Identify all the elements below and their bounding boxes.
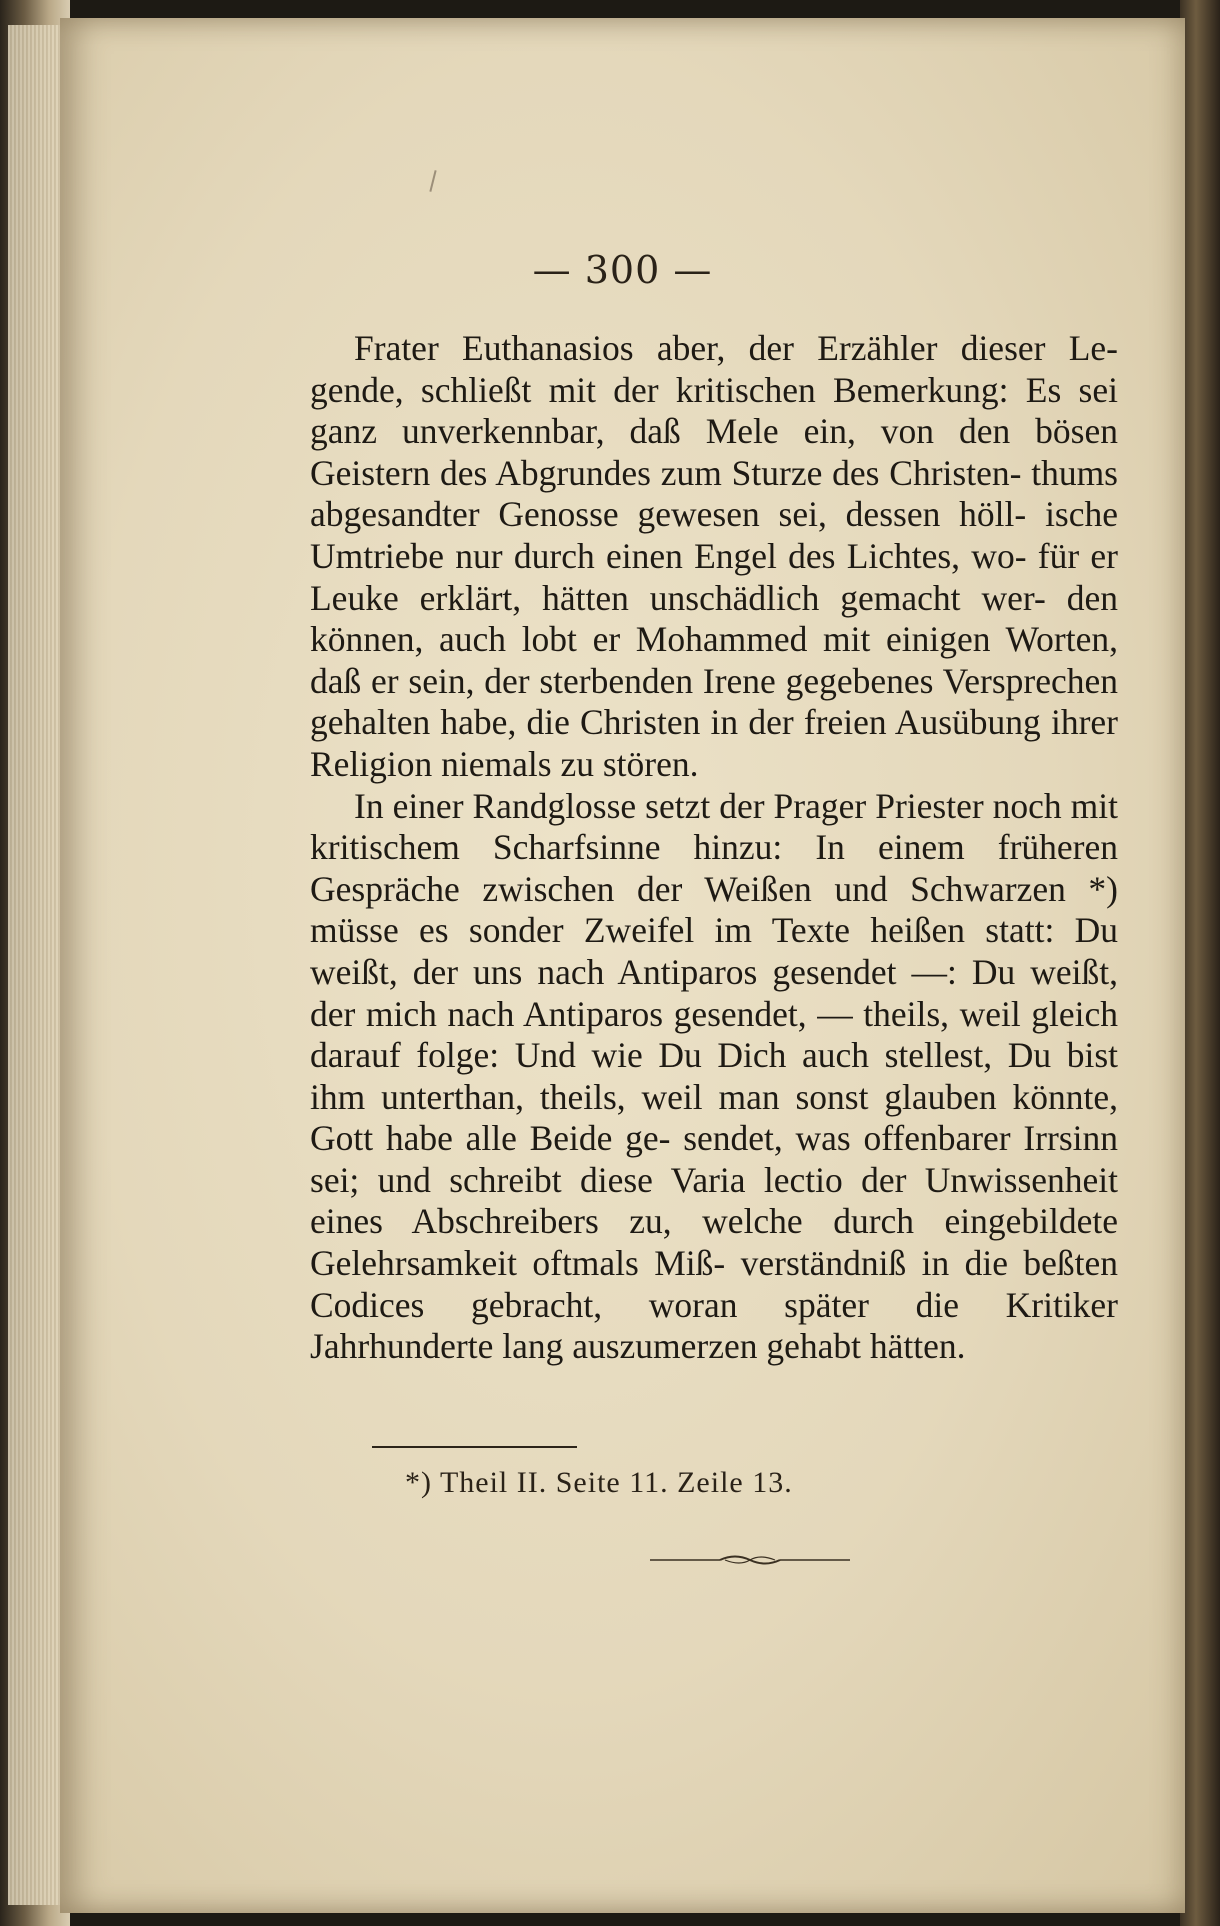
text-line: früheren Gespräche zwischen der Weißen und [310,827,1119,909]
text-line: sonst glauben könnte, Gott habe alle Beide ge- [310,1076,1119,1159]
text-line: auch stellest, Du bist ihm unterthan, theils, weil man [310,1035,1119,1117]
text-line: Varia lectio der Unwissenheit eines Abschreibers zu, [310,1159,1119,1242]
text-line: statt: Du weißt, der uns nach Antiparos gesendet [310,910,1118,992]
footnote-rule [372,1446,577,1448]
text-line: Ausübung ihrer Religion niemals zu stören. [310,702,1119,784]
paragraph-2 [310,786,1118,1368]
text-line: den können, auch lobt er Mohammed mit einigen [310,577,1118,660]
text-line: verständniß in die beßten Codices gebracht, woran [310,1243,1118,1325]
footnote: *) Theil II. Seite 11. Zeile 13. [405,1466,793,1499]
text-line: Schwarzen *) müsse es sonder Zweifel im Texte heißen [310,868,1118,951]
stray-mark [429,170,436,192]
text-line: In einer Randglosse setzt der Prager Priester [354,785,984,826]
text-line: ganz unverkennbar, daß Mele ein, von den bösen [310,411,1118,452]
text-line: Geistern des Abgrundes zum Sturze des Christen- [310,452,1022,493]
text-line: thums abgesandter Genosse gewesen sei, dessen höll- [310,452,1118,535]
text-line: — theils, weil gleich darauf folge: Und wie Du Dich [310,993,1118,1076]
text-line: Versprechen gehalten habe, die Christen in der freien [310,660,1118,743]
text-line: später die Kritiker Jahrhunderte lang auszumerzen [310,1284,1119,1367]
book-page [60,18,1185,1913]
ornament-divider-icon [650,1550,850,1570]
text-line: —: Du weißt, der mich nach Antiparos gesendet, [310,951,1119,1034]
paragraph-1 [310,328,1118,786]
text-line: für er Leuke erklärt, hätten unschädlich gemacht wer- [310,535,1118,618]
text-line: gende, schließt mit der kritischen Bemerkung: Es sei [310,369,1118,410]
book-binding-right [1180,0,1220,1926]
text-line: Frater Euthanasios aber, der Erzähler dieser Le- [354,328,1118,368]
text-line: gehabt hätten. [766,1326,966,1367]
text-line: welche durch eingebildete Gelehrsamkeit oftmals Miß- [310,1201,1118,1284]
text-line: ische Umtriebe nur durch einen Engel des Lichtes, wo- [310,494,1119,576]
page-body [310,328,1118,1368]
text-line: sendet, was offenbarer Irrsinn sei; und schreibt diese [310,1118,1119,1200]
text-line: noch mit kritischem Scharfsinne hinzu: In einem [310,785,1118,868]
page-number-header: — 300 — [532,248,713,292]
text-line: Worten, daß er sein, der sterbenden Irene gegebenes [310,619,1118,701]
